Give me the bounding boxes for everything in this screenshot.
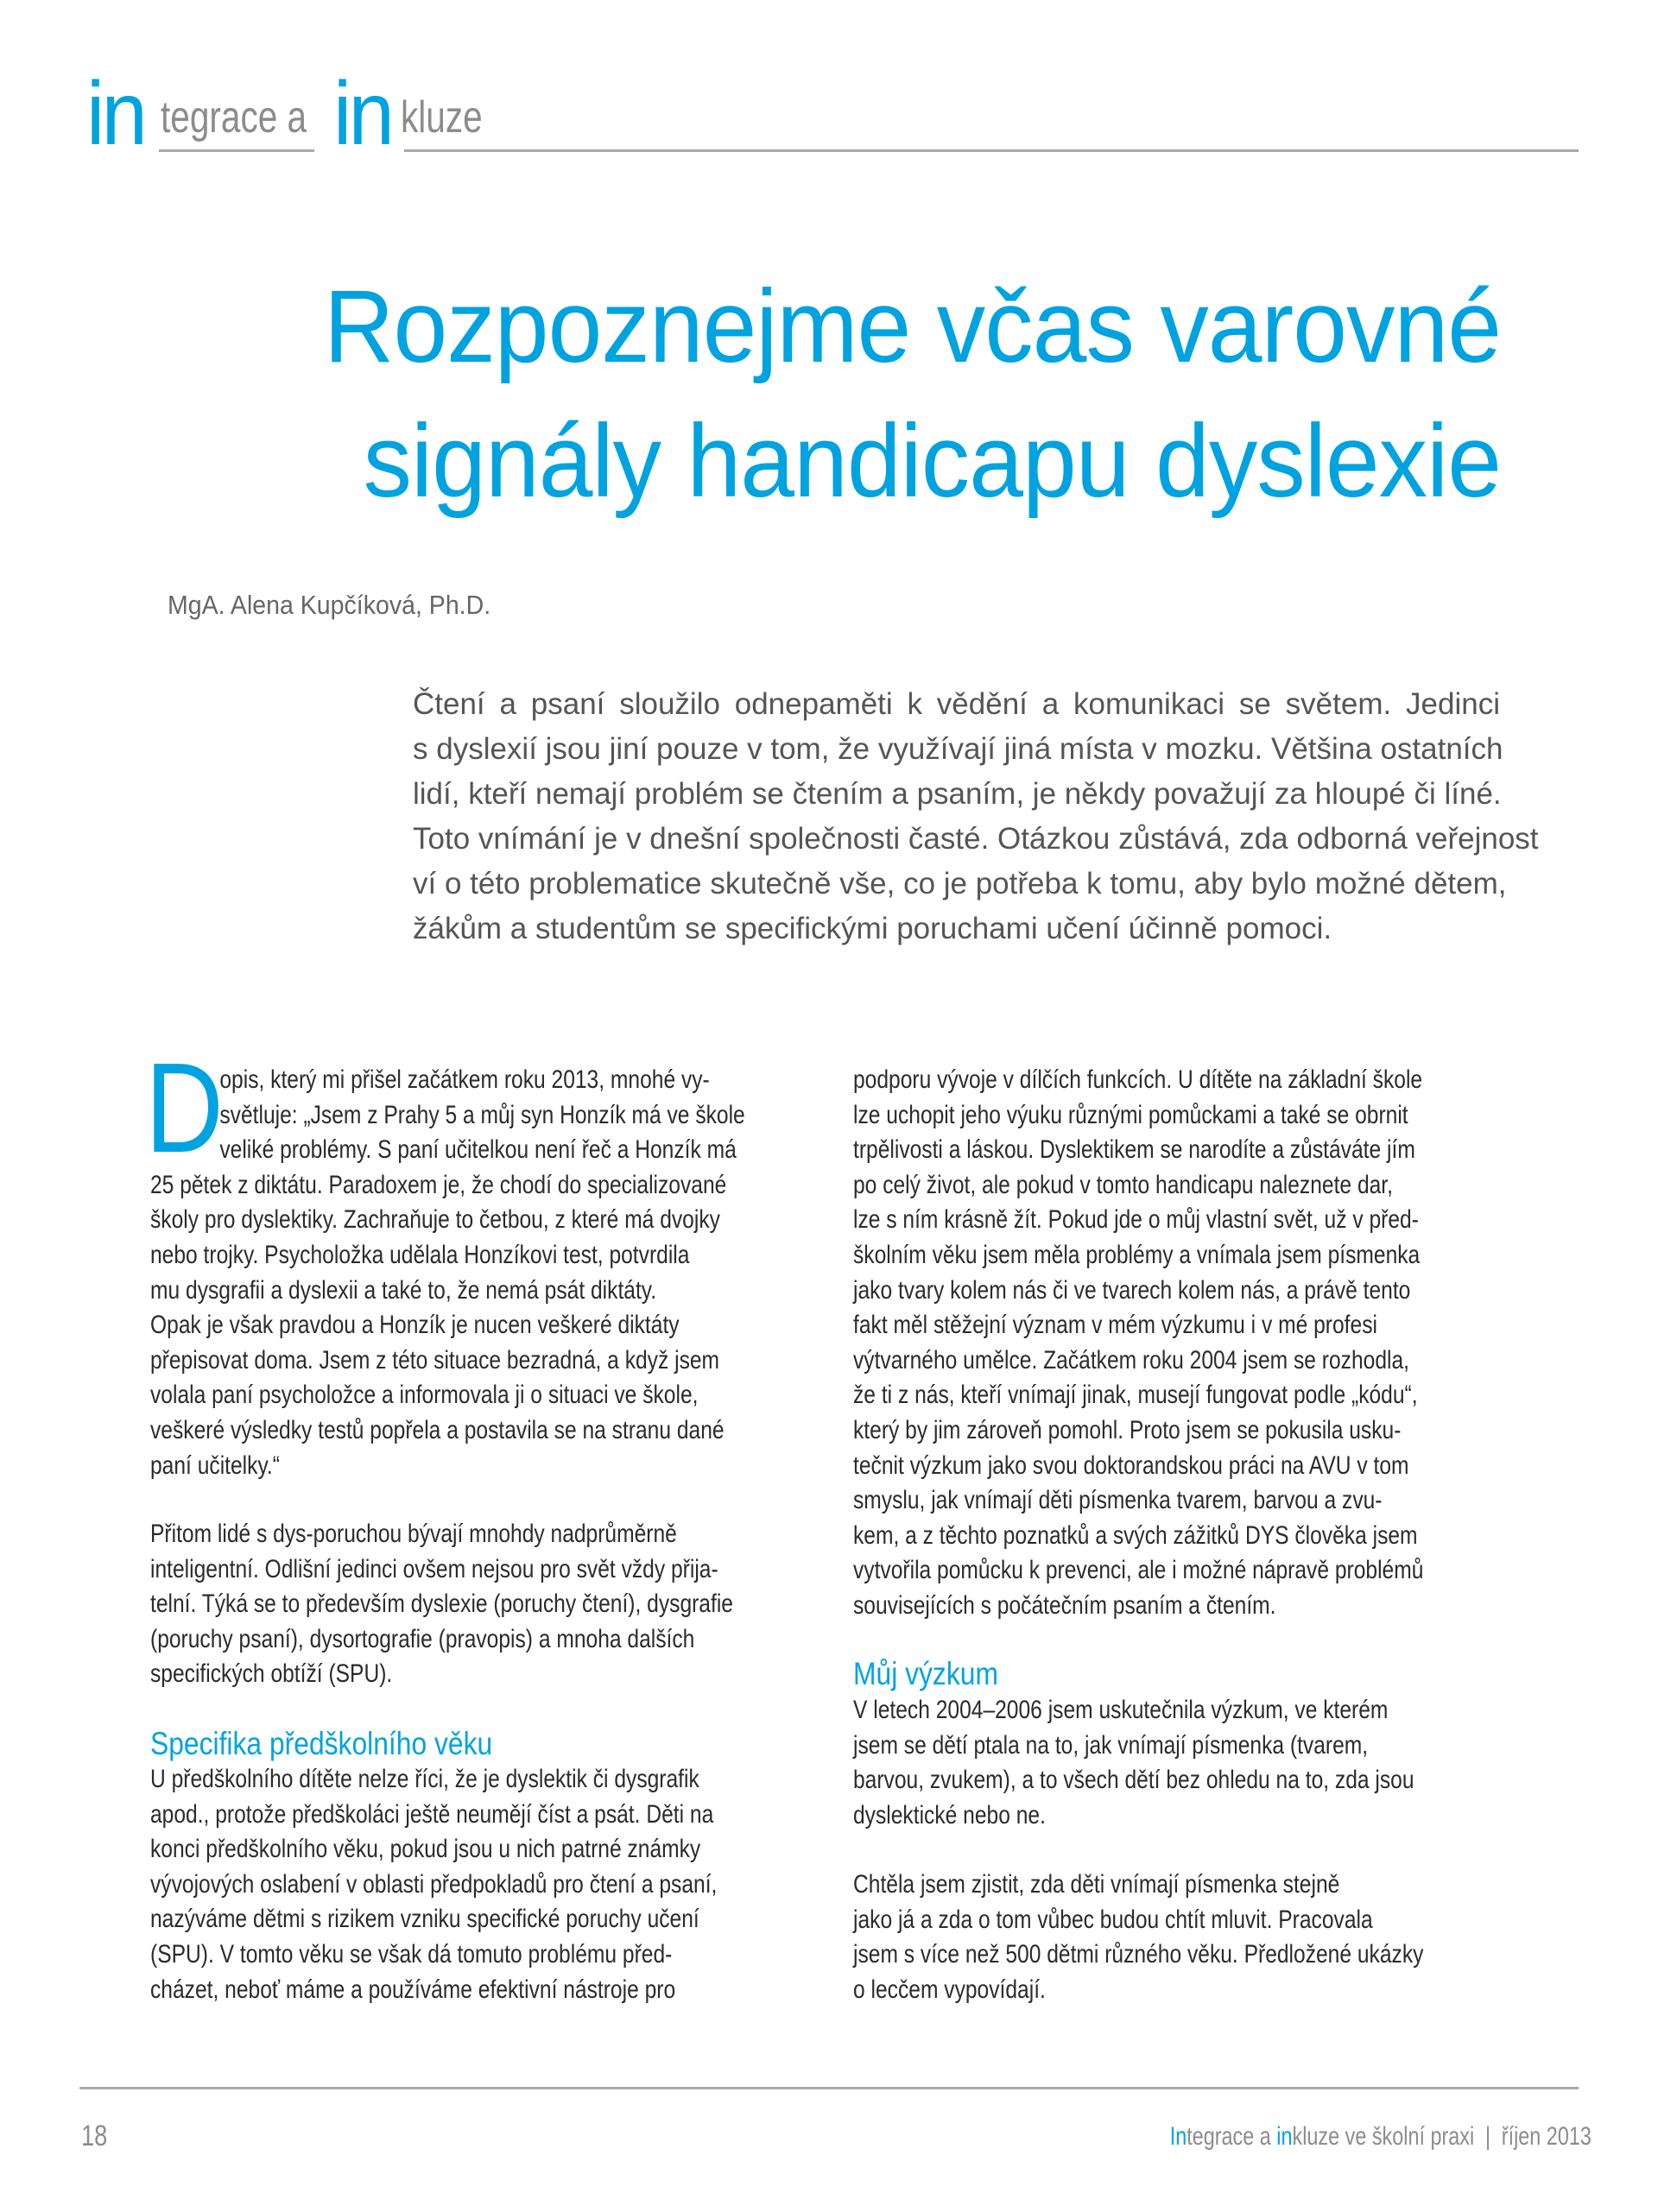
lead-paragraph: [413, 682, 1539, 951]
text-line: V letech 2004–2006 jsem uskutečnila výzkum, ve kterém: [853, 1696, 1389, 1724]
text-line: volala paní psycholožce a informovala ji o situaci ve škole,: [150, 1381, 699, 1410]
lead-line: Toto vnímání je v dnešní společnosti časté. Otázkou zůstává, zda odborná veřejnost: [413, 822, 1539, 856]
text-line: výtvarného umělce. Začátkem roku 2004 jsem se rozhodla,: [853, 1345, 1410, 1375]
section-heading-research: Můj výzkum: [853, 1656, 998, 1691]
lead-line: ví o této problematice skutečně vše, co je potřeba k tomu, aby bylo možné dětem,: [413, 867, 1507, 901]
text-line: Přitom lidé s dys-poruchou bývají mnohdy nadprůměrně: [150, 1520, 677, 1548]
text-line: jsem se dětí ptala na to, jak vnímají písmenka (tvarem,: [853, 1730, 1369, 1760]
text-line: veškeré výsledky testů popřela a postavila se na stranu dané: [150, 1415, 725, 1444]
text-line: U předškolního dítěte nelze říci, že je dyslektik či dysgrafik: [150, 1765, 699, 1793]
text-line: paní učitelky.“: [150, 1450, 280, 1480]
logo-in-2: in: [333, 64, 392, 164]
title-line: Rozpoznejme včas varovné: [323, 269, 1501, 384]
text-line: po celý život, ale pokud v tomto handicapu naleznete dar,: [853, 1170, 1393, 1199]
text-line: nazýváme dětmi s rizikem vzniku specifické poruchy učení: [150, 1905, 699, 1934]
text-line: jako tvary kolem nás či ve tvarech kolem nás, a právě tento: [853, 1275, 1411, 1305]
text-line: opis, který mi přišel začátkem roku 2013, mnohé vy-: [219, 1065, 710, 1094]
text-line: vytvořila pomůcku k prevenci, ale i možné nápravě problémů: [853, 1556, 1424, 1585]
left-paragraph-3: [150, 1762, 717, 2007]
text-line: jako já a zda o tom vůbec budou chtít mluvit. Pracovala: [853, 1905, 1373, 1934]
text-line: souvisejících s počátečním psaním a čtením.: [853, 1590, 1276, 1620]
text-line: cházet, neboť máme a používáme efektivní nástroje pro: [150, 1975, 676, 2004]
title-line: signály handicapu dyslexie: [363, 403, 1501, 519]
text-line: jsem s více než 500 dětmi různého věku. Předložené ukázky: [853, 1940, 1424, 1969]
text-line: (SPU). V tomto věku se však dá tomuto problému před-: [150, 1939, 673, 1969]
logo-in-1: in: [86, 64, 145, 164]
footer-text-1: tegrace a: [1187, 2122, 1277, 2151]
text-line: trpělivosti a láskou. Dyslektikem se narodíte a zůstáváte jím: [853, 1135, 1415, 1165]
footer-in-1: In: [1169, 2122, 1187, 2151]
issue-date: říjen 2013: [1501, 2122, 1592, 2151]
article-author: MgA. Alena Kupčíková, Ph.D.: [168, 590, 491, 620]
text-line: podporu vývoje v dílčích funkcích. U dítěte na základní škole: [853, 1065, 1423, 1094]
text-line: lze s ním krásně žít. Pokud jde o můj vlastní svět, už v před-: [853, 1205, 1419, 1235]
drop-cap: D: [145, 1037, 224, 1179]
lead-line: lidí, kteří nemají problém se čtením a psaním, je někdy považují za hloupé či líné.: [413, 777, 1502, 811]
article-title: [249, 259, 1501, 528]
text-line: inteligentní. Odlišní jedinci ovšem nejsou pro svět vždy přija-: [150, 1554, 718, 1583]
text-line: barvou, zvukem), a to všech dětí bez ohledu na to, zda jsou: [853, 1766, 1414, 1795]
footer-separator: |: [1485, 2122, 1491, 2151]
text-line: lze uchopit jeho výuku různými pomůckami a také se obrnit: [853, 1100, 1408, 1129]
text-line: školním věku jsem měla problémy a vnímala jsem písmenka: [853, 1240, 1421, 1269]
header-rule-short: [159, 149, 314, 152]
text-line: mu dysgrafii a dyslexii a také to, že nemá psát diktáty.: [150, 1275, 657, 1305]
text-line: smyslu, jak vnímají děti písmenka tvarem, barvou a zvu-: [853, 1486, 1383, 1515]
text-line: o lecčem vypovídají.: [853, 1975, 1046, 2004]
text-line: který by jim zároveň pomohl. Proto jsem se pokusila usku-: [853, 1415, 1402, 1444]
text-line: tečnit výzkum jako svou doktorandskou práci na AVU v tom: [853, 1450, 1409, 1480]
right-paragraph-1: [853, 1063, 1423, 1624]
text-line: vývojových oslabení v oblasti předpokladů pro čtení a psaní,: [150, 1869, 718, 1899]
logo-text-1: tegrace a: [161, 92, 307, 142]
text-line: kem, a z těchto poznatků a svých zážitků DYS člověka jsem: [853, 1520, 1418, 1550]
text-line: dyslektické nebo ne.: [853, 1800, 1046, 1830]
text-line: telní. Týká se to především dyslexie (poruchy čtení), dysgrafie: [150, 1589, 733, 1619]
logo-text-2: kluze: [401, 92, 483, 142]
footer-text-2: kluze ve školní praxi: [1292, 2122, 1475, 2151]
text-line: školy pro dyslektiky. Zachraňuje to četbou, z které má dvojky: [150, 1205, 720, 1235]
text-line: specifických obtíží (SPU).: [150, 1659, 393, 1689]
right-paragraph-3: [853, 1868, 1423, 2007]
text-line: přepisovat doma. Jsem z této situace bezradná, a když jsem: [150, 1345, 720, 1375]
text-line: konci předškolního věku, pokud jsou u nich patrné známky: [150, 1835, 701, 1864]
text-line: veliké problémy. S paní učitelkou není řeč a Honzík má: [219, 1135, 737, 1165]
lead-line: s dyslexií jsou jiní pouze v tom, že využívají jiná místa v mozku. Většina ostatních: [413, 732, 1503, 766]
lead-line: Čtení a psaní sloužilo odnepaměti k vědění a komunikaci se světem. Jedinci: [413, 687, 1500, 721]
text-line: světluje: „Jsem z Prahy 5 a můj syn Honzík má ve škole: [219, 1100, 745, 1129]
footer-rule: [79, 2087, 1579, 2089]
text-line: (poruchy psaní), dysortografie (pravopis) a mnoha dalších: [150, 1624, 695, 1653]
publication-footer: [1170, 2122, 1592, 2152]
text-line: nebo trojky. Psycholožka udělala Honzíkovi test, potvrdila: [150, 1240, 690, 1269]
page-number: 18: [81, 2120, 108, 2152]
header-rule: [404, 149, 1579, 152]
text-line: 25 pětek z diktátu. Paradoxem je, že chodí do specializované: [150, 1170, 727, 1199]
text-line: apod., protože předškoláci ještě neumějí číst a psát. Děti na: [150, 1799, 714, 1829]
text-line: že ti z nás, kteří vnímají jinak, musejí fungovat podle „kódu“,: [853, 1381, 1418, 1410]
text-line: fakt měl stěžejní význam v mém výzkumu i v mé profesi: [853, 1311, 1377, 1340]
text-line: Opak je však pravdou a Honzík je nucen veškeré diktáty: [150, 1311, 680, 1340]
right-paragraph-2: [853, 1693, 1414, 1833]
lead-line: žákům a studentům se specifickými poruchami učení účinně pomoci.: [413, 912, 1332, 945]
section-heading-preschool: Specifika předškolního věku: [150, 1726, 493, 1761]
left-paragraph-1: [150, 1063, 745, 1483]
footer-in-2: in: [1276, 2122, 1293, 2151]
text-line: Chtěla jsem zjistit, zda děti vnímají písmenka stejně: [853, 1870, 1340, 1899]
left-paragraph-2: [150, 1517, 733, 1692]
